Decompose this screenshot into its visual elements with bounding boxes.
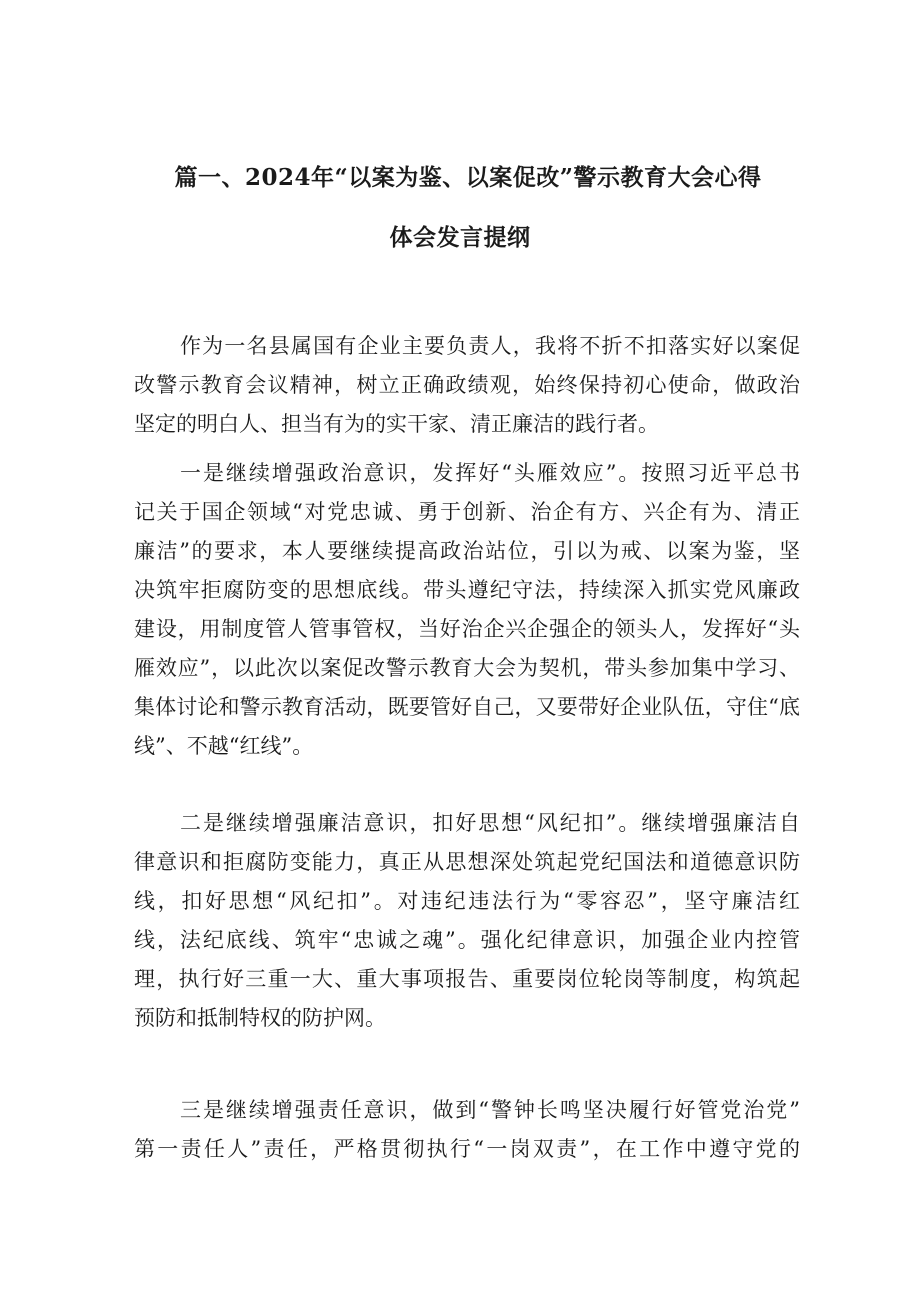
paragraph-line: 坚定的明白人、担当有为的实干家、清正廉洁的践行者。 [134,412,659,436]
paragraph-line: 二是继续增强廉洁意识，扣好思想“风纪扣”。继续增强廉洁自 [180,811,800,835]
paragraph-line: 集体讨论和警示教育活动，既要管好自己，又要带好企业队伍，守住“底 [134,695,800,719]
document-title-line-2: 体会发言提纲 [389,224,531,251]
paragraph-line: 线，法纪底线、筑牢“忠诚之魂”。强化纪律意识，加强企业内控管 [134,928,800,952]
paragraph-line: 理，执行好三重一大、重大事项报告、重要岗位轮岗等制度，构筑起 [134,967,800,991]
document-title-line-1: 篇一、2024年“以案为鉴、以案促改”警示教育大会心得 [174,164,762,191]
paragraph-line: 律意识和拒腐防变能力，真正从思想深处筑起党纪国法和道德意识防 [134,850,800,874]
paragraph-line: 一是继续增强政治意识，发挥好“头雁效应”。按照习近平总书 [180,461,800,485]
paragraph-line: 建设，用制度管人管事管权，当好治企兴企强企的领头人，发挥好“头 [134,617,800,641]
paragraph-intro [134,327,800,444]
paragraph-line: 雁效应”，以此次以案促改警示教育大会为契机，带头参加集中学习、 [134,656,800,680]
paragraph-political-awareness [134,454,800,766]
paragraph-responsibility-awareness [134,1091,800,1169]
paragraph-line: 改警示教育会议精神，树立正确政绩观，始终保持初心使命，做政治 [134,373,800,397]
paragraph-line: 廉洁”的要求，本人要继续提高政治站位，引以为戒、以案为鉴，坚 [134,539,800,563]
paragraph-line: 决筑牢拒腐防变的思想底线。带头遵纪守法，持续深入抓实党风廉政 [134,578,800,602]
paragraph-line: 第一责任人”责任，严格贯彻执行“一岗双责”，在工作中遵守党的 [134,1137,800,1161]
paragraph-line: 线”、不越“红线”。 [134,734,314,758]
paragraph-line: 预防和抵制特权的防护网。 [134,1006,386,1030]
paragraph-line: 作为一名县属国有企业主要负责人，我将不折不扣落实好以案促 [180,334,800,358]
paragraph-integrity-awareness [134,804,800,1038]
paragraph-line: 记关于国企领域“对党忠诚、勇于创新、治企有方、兴企有为、清正 [134,500,800,524]
paragraph-line: 线，扣好思想“风纪扣”。对违纪违法行为“零容忍”，坚守廉洁红 [134,889,800,913]
paragraph-line: 三是继续增强责任意识，做到“警钟长鸣坚决履行好管党治党” [180,1098,800,1122]
